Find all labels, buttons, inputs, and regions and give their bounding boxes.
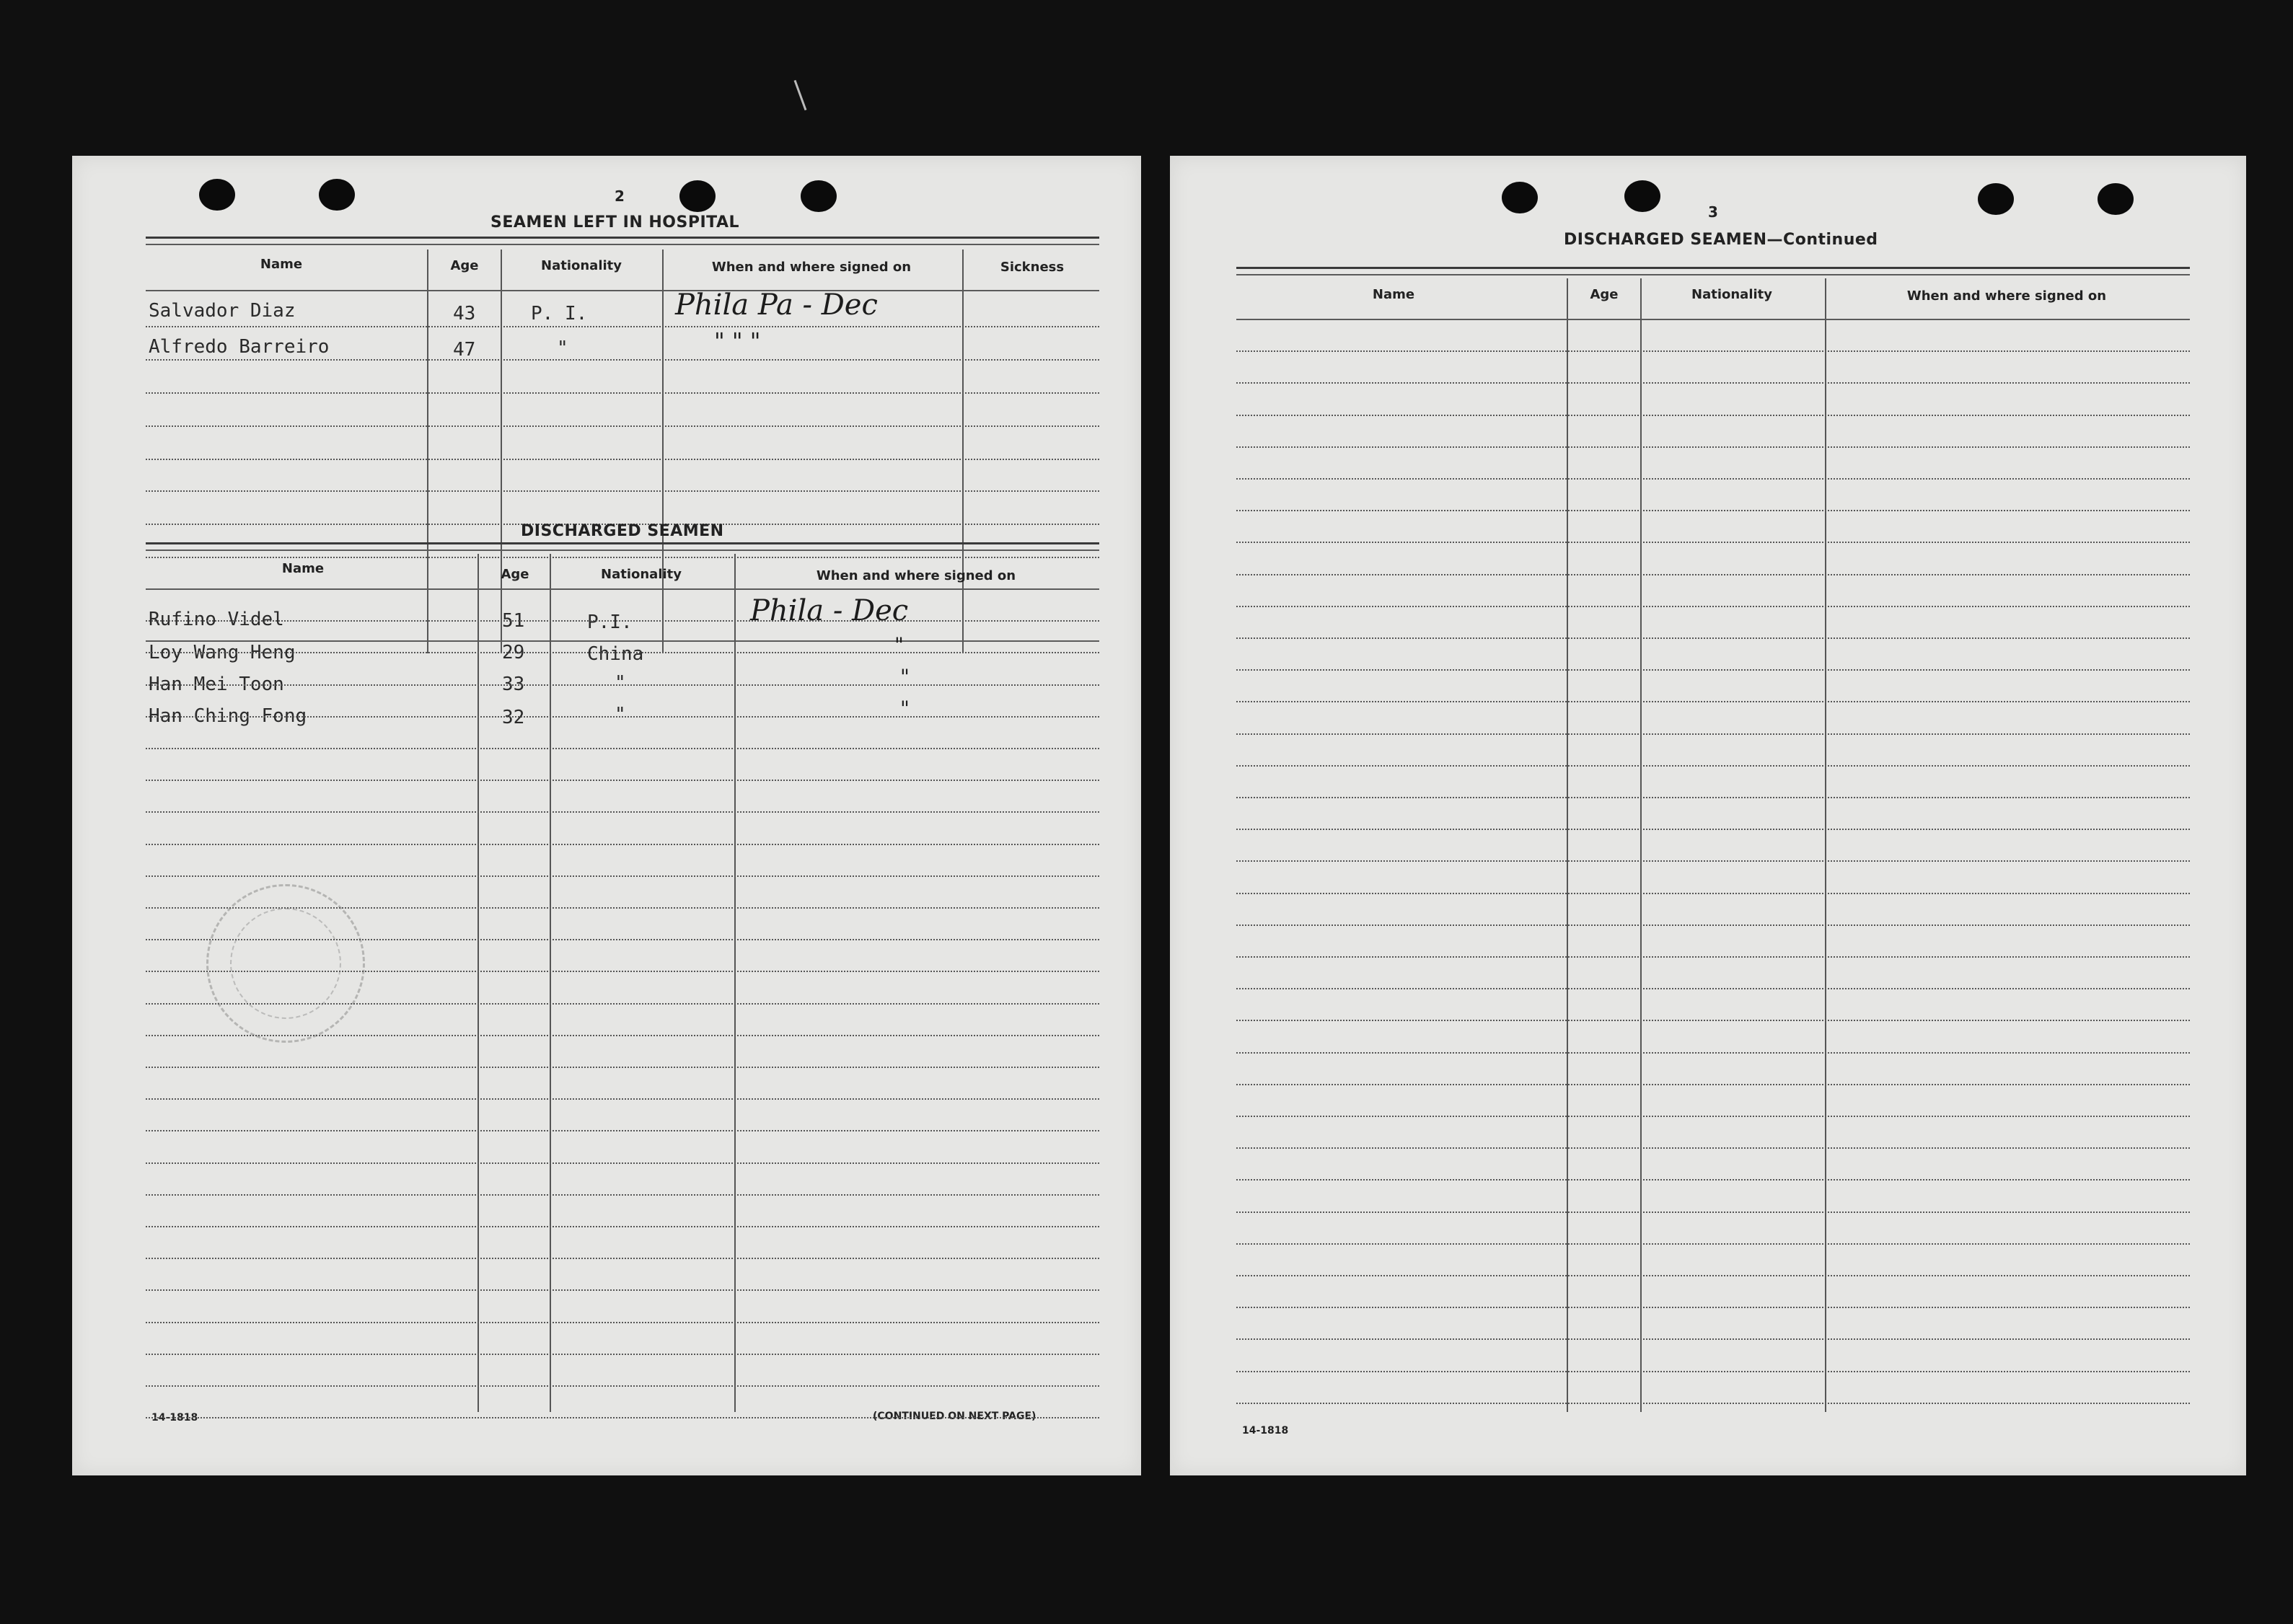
row-rule xyxy=(146,1226,1099,1227)
hospital-age-2: 47 xyxy=(453,339,476,361)
hospital-nationality-2: " xyxy=(557,337,568,359)
row-rule xyxy=(1236,956,2190,958)
column-divider xyxy=(1640,278,1642,1412)
hospital-signed-on-1: Phila Pa - Dec xyxy=(675,288,878,322)
column-header-name: Name xyxy=(260,257,303,272)
row-rule xyxy=(1236,446,2190,448)
page-number: 2 xyxy=(615,187,625,205)
discharged-age-4: 32 xyxy=(502,707,525,728)
header-rule xyxy=(146,237,1099,239)
row-rule xyxy=(1236,988,2190,989)
row-rule xyxy=(146,1289,1099,1291)
row-rule xyxy=(146,1130,1099,1131)
row-rule xyxy=(146,588,1099,590)
row-rule xyxy=(1236,382,2190,384)
punch-hole xyxy=(679,180,716,212)
row-rule xyxy=(146,1162,1099,1164)
column-divider xyxy=(1567,278,1568,1412)
row-rule xyxy=(146,1003,1099,1005)
discharged-signed-on-3: " xyxy=(900,665,910,689)
column-divider xyxy=(662,250,664,653)
row-rule xyxy=(1236,637,2190,639)
row-rule xyxy=(1236,1307,2190,1308)
column-divider xyxy=(962,250,964,653)
punch-hole xyxy=(2098,183,2134,215)
column-header-nationality: Nationality xyxy=(601,567,682,582)
row-rule xyxy=(1236,893,2190,894)
column-divider xyxy=(477,554,479,1412)
row-rule xyxy=(1236,860,2190,862)
right-page xyxy=(1170,156,2246,1475)
discharged-signed-on-1: Phila - Dec xyxy=(750,594,909,627)
punch-hole xyxy=(199,179,235,211)
punch-hole xyxy=(319,179,355,211)
discharged-nationality-3: " xyxy=(615,672,626,694)
punch-hole xyxy=(1978,183,2014,215)
row-rule xyxy=(1236,1052,2190,1054)
form-number: 14-1818 xyxy=(1242,1425,1289,1437)
row-rule xyxy=(146,780,1099,781)
column-divider xyxy=(550,554,551,1412)
row-rule xyxy=(146,359,1099,361)
row-rule xyxy=(146,1194,1099,1196)
hospital-name-1: Salvador Diaz xyxy=(149,300,296,322)
column-header-age: Age xyxy=(501,567,529,582)
discharged-signed-on-4: " xyxy=(900,697,910,720)
hospital-name-2: Alfredo Barreiro xyxy=(149,336,330,358)
column-header-signed-on: When and where signed on xyxy=(1906,288,2107,304)
row-rule xyxy=(1236,1403,2190,1404)
discharged-name-2: Loy Wang Heng xyxy=(149,642,296,663)
row-rule xyxy=(146,1035,1099,1036)
row-rule xyxy=(1236,1338,2190,1340)
row-rule xyxy=(1236,1179,2190,1181)
row-rule xyxy=(1236,1212,2190,1213)
header-rule xyxy=(1236,267,2190,269)
row-rule xyxy=(146,716,1099,718)
column-header-age: Age xyxy=(1590,287,1619,302)
header-rule xyxy=(1236,274,2190,275)
row-rule xyxy=(1236,1020,2190,1021)
scan-mark xyxy=(794,80,807,110)
row-rule xyxy=(146,1258,1099,1259)
header-rule xyxy=(146,542,1099,544)
discharged-section-title: DISCHARGED SEAMEN xyxy=(521,522,724,540)
row-rule xyxy=(146,1417,1099,1418)
row-rule xyxy=(1236,478,2190,480)
row-rule xyxy=(1236,574,2190,575)
row-rule xyxy=(1236,542,2190,543)
discharged-age-2: 29 xyxy=(502,642,525,663)
row-rule xyxy=(146,748,1099,749)
column-divider xyxy=(734,554,736,1412)
row-rule xyxy=(1236,733,2190,735)
row-rule xyxy=(146,490,1099,492)
row-rule xyxy=(1236,1084,2190,1085)
row-rule xyxy=(146,459,1099,460)
header-rule xyxy=(146,244,1099,245)
row-rule xyxy=(1236,924,2190,926)
form-number: 14-1818 xyxy=(151,1412,198,1424)
row-rule xyxy=(146,326,1099,327)
row-rule xyxy=(146,1385,1099,1387)
header-rule xyxy=(146,550,1099,551)
discharged-nationality-2: China xyxy=(587,643,644,665)
row-rule xyxy=(146,290,1099,291)
row-rule xyxy=(1236,1243,2190,1245)
row-rule xyxy=(146,939,1099,940)
row-rule xyxy=(1236,415,2190,416)
discharged-signed-on-2: " xyxy=(894,633,904,657)
column-header-sickness: Sickness xyxy=(1000,260,1065,275)
column-header-age: Age xyxy=(450,258,479,273)
punch-hole xyxy=(801,180,837,212)
row-rule xyxy=(146,557,1099,558)
row-rule xyxy=(146,907,1099,909)
row-rule xyxy=(146,1354,1099,1355)
row-rule xyxy=(146,844,1099,845)
row-rule xyxy=(1236,510,2190,511)
hospital-signed-on-2: " " " xyxy=(714,327,761,355)
discharged-age-1: 51 xyxy=(502,610,525,632)
row-rule xyxy=(1236,606,2190,607)
punch-hole xyxy=(1502,182,1538,213)
row-rule xyxy=(146,684,1099,686)
row-rule xyxy=(1236,765,2190,767)
row-rule xyxy=(146,1067,1099,1068)
row-rule xyxy=(1236,1275,2190,1276)
column-header-nationality: Nationality xyxy=(1691,287,1772,302)
discharged-name-3: Han Mei Toon xyxy=(149,674,284,695)
row-rule xyxy=(1236,1116,2190,1117)
discharged-name-4: Han Ching Fong xyxy=(149,705,307,727)
row-rule xyxy=(1236,669,2190,671)
discharged-age-3: 33 xyxy=(502,674,525,695)
discharged-name-1: Rufino Videl xyxy=(149,609,284,630)
column-divider xyxy=(427,250,428,653)
discharged-continued-title: DISCHARGED SEAMEN—Continued xyxy=(1564,231,1878,249)
continued-note: (CONTINUED ON NEXT PAGE) xyxy=(873,1411,1037,1422)
row-rule xyxy=(146,392,1099,394)
row-rule xyxy=(146,425,1099,427)
column-header-name: Name xyxy=(1372,287,1415,302)
row-rule xyxy=(146,1322,1099,1323)
row-rule xyxy=(1236,319,2190,320)
row-rule xyxy=(1236,350,2190,352)
row-rule xyxy=(1236,797,2190,798)
row-rule xyxy=(1236,829,2190,830)
row-rule xyxy=(146,875,1099,877)
column-header-nationality: Nationality xyxy=(541,258,622,273)
column-header-signed-on: When and where signed on xyxy=(711,260,912,275)
column-header-signed-on: When and where signed on xyxy=(816,568,1016,583)
row-rule xyxy=(146,652,1099,653)
page-number: 3 xyxy=(1708,203,1718,221)
row-rule xyxy=(1236,1371,2190,1372)
hospital-age-1: 43 xyxy=(453,303,476,325)
column-header-name: Name xyxy=(281,561,325,576)
row-rule xyxy=(146,1098,1099,1100)
column-divider xyxy=(1825,278,1826,1412)
punch-hole xyxy=(1624,180,1660,212)
row-rule xyxy=(146,620,1099,622)
discharged-nationality-4: " xyxy=(615,704,626,725)
discharged-nationality-1: P.I. xyxy=(587,612,633,633)
left-page xyxy=(72,156,1141,1475)
hospital-section-title: SEAMEN LEFT IN HOSPITAL xyxy=(490,213,740,231)
row-rule xyxy=(146,811,1099,813)
hospital-nationality-1: P. I. xyxy=(531,303,588,325)
row-rule xyxy=(1236,1147,2190,1149)
row-rule xyxy=(146,971,1099,972)
column-divider xyxy=(501,250,502,653)
row-rule xyxy=(1236,701,2190,702)
